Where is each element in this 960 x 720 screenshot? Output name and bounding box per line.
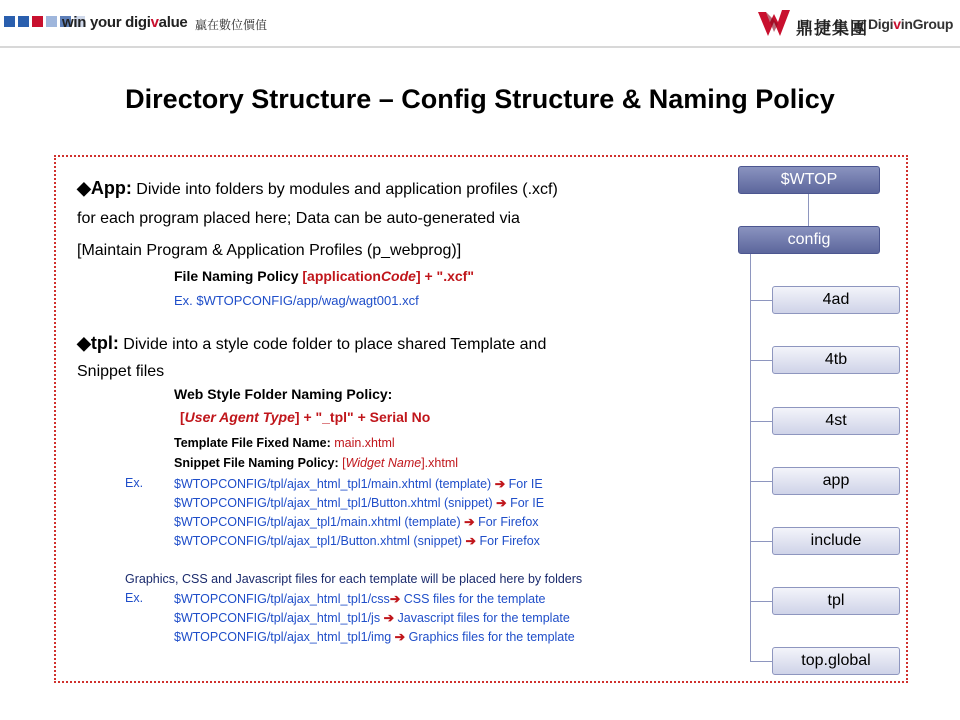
arrow-right-icon: ➔ [383, 611, 395, 625]
graphics-note: Graphics, CSS and Javascript files for each template will be placed here by folders [125, 572, 583, 586]
graphics-example-suffix: Javascript files for the template [394, 611, 570, 625]
diamond-bullet-icon: ◆ [77, 178, 91, 198]
brand-square [4, 16, 15, 27]
slogan [62, 14, 187, 31]
tpl-ex-label: Ex. [125, 476, 144, 490]
tpl-snippet-value: ].xhtml [421, 456, 459, 470]
app-desc-3: [Maintain Program & Application Profiles (p_webprog)] [77, 242, 462, 259]
tpl-example-row [174, 495, 544, 510]
tpl-example-row [174, 533, 540, 548]
app-policy-value: [application [302, 268, 381, 284]
app-heading: App [90, 178, 126, 198]
logo-cn: 鼎捷集團 [796, 19, 868, 39]
tpl-example-suffix: For Firefox [474, 515, 539, 529]
app-desc: Divide into folders by modules and application profiles (.xcf) [131, 181, 558, 198]
header-bar [0, 0, 960, 46]
tpl-example-suffix: For IE [506, 496, 545, 510]
tpl-folder-policy-part: ] + "_tpl" + Serial No [294, 409, 431, 425]
slogan-v: v [150, 14, 159, 31]
slogan-part: win your digi [62, 14, 151, 31]
tpl-snippet-label: Snippet File Naming Policy: [174, 456, 343, 470]
page-title: Directory Structure – Config Structure & Naming Policy [125, 84, 835, 114]
graphics-example-text: $WTOPCONFIG/tpl/ajax_html_tpl1/js [174, 611, 384, 625]
graphics-example-suffix: Graphics files for the template [405, 630, 575, 644]
tpl-folder-policy-italic: User Agent Type [184, 409, 295, 425]
tpl-folder-policy-label: Web Style Folder Naming Policy: [174, 386, 393, 402]
arrow-right-icon: ➔ [494, 477, 506, 491]
arrow-right-icon: ➔ [464, 515, 475, 529]
tree-branch [750, 601, 772, 602]
tpl-desc-2: Snippet files [77, 363, 165, 380]
tree-node-wtop: $WTOP [738, 166, 880, 194]
app-policy-value-italic: Code [380, 268, 416, 284]
arrow-right-icon: ➔ [394, 630, 406, 644]
brand-square [46, 16, 57, 27]
arrow-right-icon: ➔ [465, 534, 477, 548]
tpl-example-suffix: For IE [505, 477, 543, 491]
tpl-template-value: main.xhtml [334, 436, 395, 450]
tree-node-top-global: top.global [772, 647, 900, 675]
tpl-example-text: $WTOPCONFIG/tpl/ajax_tpl1/main.xhtml (template) [174, 515, 465, 529]
tpl-example-text: $WTOPCONFIG/tpl/ajax_tpl1/Button.xhtml (snippet) [174, 534, 466, 548]
tree-branch [750, 300, 772, 301]
logo-en-part: Digi [868, 16, 894, 32]
tpl-snippet-value-italic: Widget Name [345, 456, 422, 470]
slogan-part: alue [158, 14, 188, 31]
arrow-right-icon: ➔ [496, 496, 507, 510]
header-divider [0, 46, 960, 48]
tpl-desc: Divide into a style code folder to place shared Template and [118, 336, 547, 353]
tree-node-include: include [772, 527, 900, 555]
tpl-example-text: $WTOPCONFIG/tpl/ajax_html_tpl1/main.xhtml (template) [174, 477, 495, 491]
graphics-example-row [174, 591, 546, 606]
tree-branch [750, 661, 772, 662]
tpl-template-name [174, 436, 395, 450]
arrow-right-icon: ➔ [389, 592, 401, 606]
tpl-template-label: Template File Fixed Name: [174, 436, 335, 450]
app-desc-2: for each program placed here; Data can be auto-generated via [77, 210, 520, 227]
tree-node-4st: 4st [772, 407, 900, 435]
app-policy [174, 268, 474, 284]
tree-node-4ad: 4ad [772, 286, 900, 314]
tree-node-tpl: tpl [772, 587, 900, 615]
tree-connector [808, 194, 809, 226]
diamond-bullet-icon: ◆ [77, 333, 91, 353]
graphics-example-suffix: CSS files for the template [400, 592, 546, 606]
slogan-cn: 贏在數位價值 [195, 18, 268, 32]
app-colon: : [125, 178, 132, 198]
tpl-snippet-name [174, 456, 458, 470]
tpl-heading: tpl: [90, 333, 119, 353]
tpl-snippet-value: [ [342, 456, 346, 470]
tree-branch [750, 360, 772, 361]
tree-node-config: config [738, 226, 880, 254]
tpl-example-suffix: For Firefox [476, 534, 540, 548]
graphics-example-row [174, 629, 575, 644]
tpl-example-row [174, 476, 543, 491]
logo-en [868, 16, 953, 32]
tpl-heading-line [77, 333, 546, 354]
brand-square [32, 16, 43, 27]
tpl-folder-policy [180, 409, 430, 425]
digiwin-logo-icon [756, 6, 792, 40]
tree-node-app: app [772, 467, 900, 495]
tpl-example-text: $WTOPCONFIG/tpl/ajax_html_tpl1/Button.xhtml (snippet) [174, 496, 497, 510]
graphics-example-row [174, 610, 570, 625]
graphics-ex-label: Ex. [125, 591, 144, 605]
logo-en-v: v [893, 16, 901, 32]
app-policy-label: File Naming Policy [174, 268, 303, 284]
tree-branch [750, 541, 772, 542]
app-example: Ex. $WTOPCONFIG/app/wag/wagt001.xcf [174, 293, 419, 308]
tree-branch [750, 421, 772, 422]
tpl-example-row [174, 514, 539, 529]
tree-branch [750, 481, 772, 482]
app-heading-line [77, 178, 558, 199]
logo-en-part: inGroup [900, 16, 954, 32]
tpl-folder-policy-part: [ [180, 409, 185, 425]
graphics-example-text: $WTOPCONFIG/tpl/ajax_html_tpl1/css [174, 592, 390, 606]
tree-node-4tb: 4tb [772, 346, 900, 374]
brand-square [18, 16, 29, 27]
app-policy-value: ] + ".xcf" [415, 268, 474, 284]
graphics-example-text: $WTOPCONFIG/tpl/ajax_html_tpl1/img [174, 630, 395, 644]
